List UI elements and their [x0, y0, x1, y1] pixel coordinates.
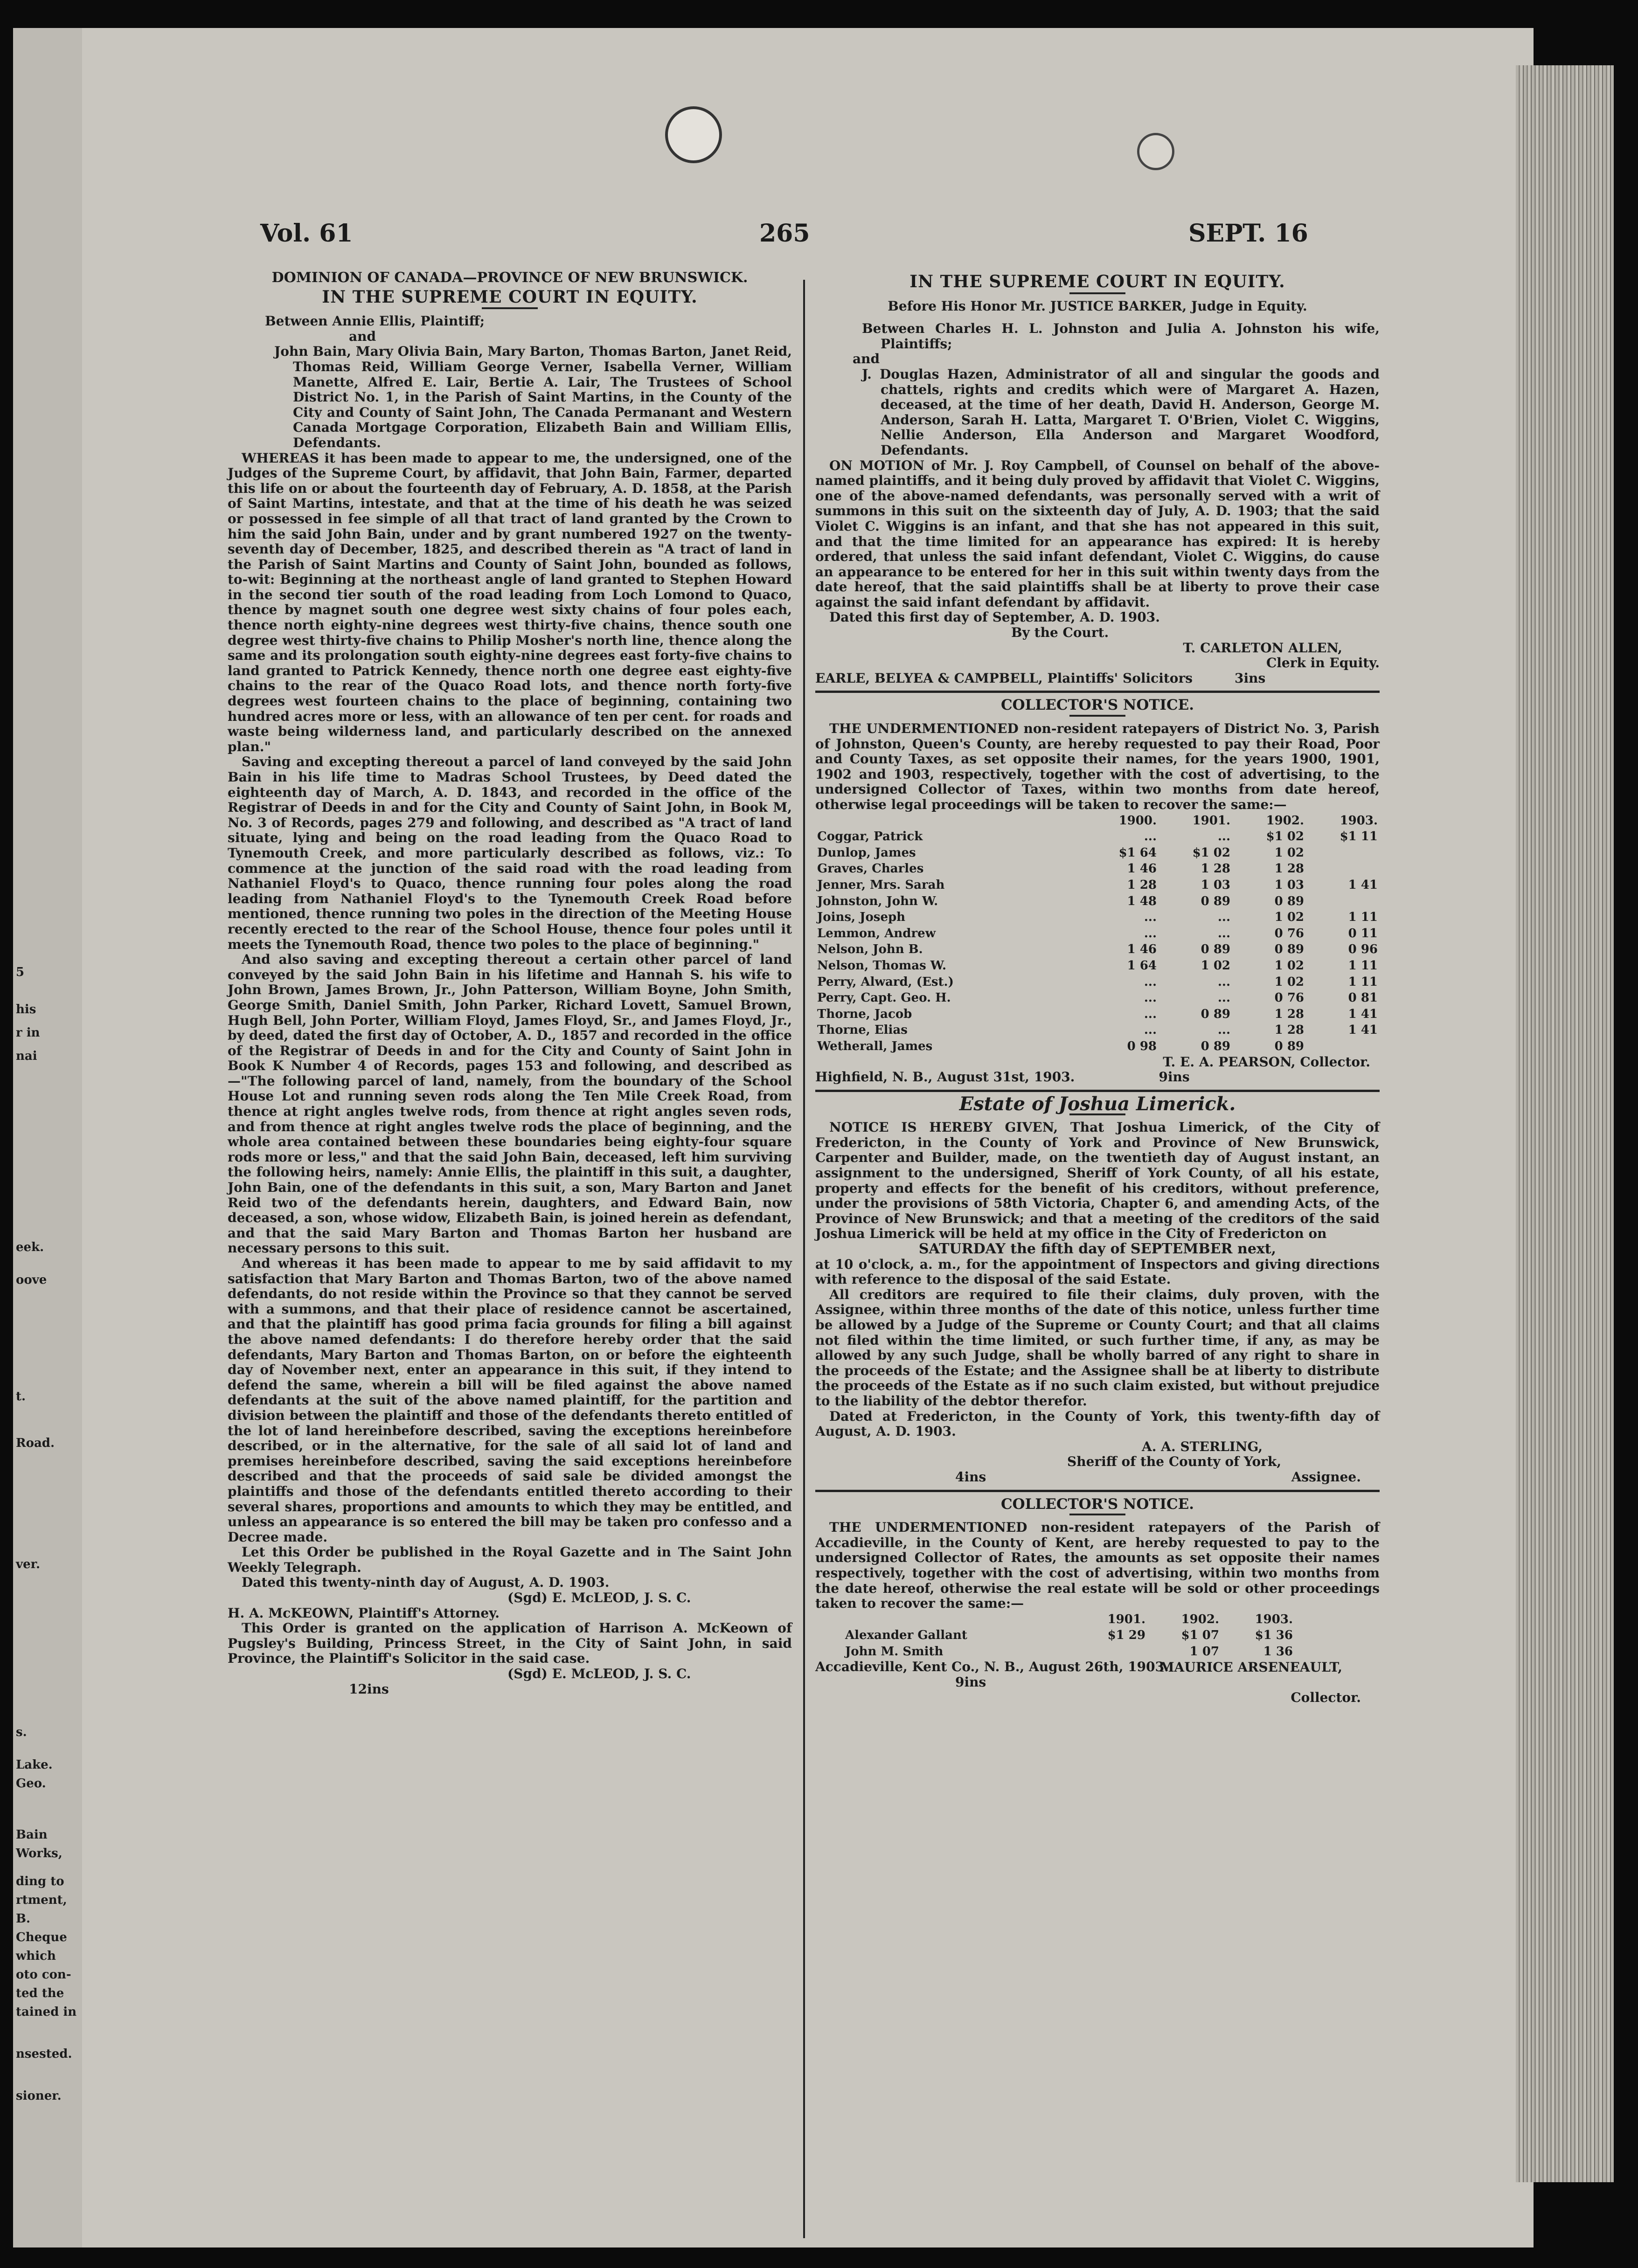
- tax-table-body: [815, 829, 1380, 1054]
- ratepayer-name: Nelson, Thomas W.: [817, 958, 947, 973]
- tax-amount: $1 64: [1118, 845, 1157, 860]
- margin-fragment: which: [16, 1949, 56, 1963]
- table-row: [815, 1022, 1380, 1038]
- table-row: [843, 1644, 1295, 1660]
- margin-fragment: Bain: [16, 1828, 48, 1842]
- paragraph: This Order is granted on the application of Harrison A. McKeown of Pugsley's Building, Princess Street, in the City of Saint John, in said Province, the Plaintiff's Solicitor in the said case.: [228, 1620, 792, 1666]
- tax-amount: 0 89: [1201, 1039, 1230, 1053]
- dated-line: Dated this twenty-ninth day of August, A. D. 1903.: [242, 1575, 610, 1590]
- paragraph: And whereas it has been made to appear to me by said affidavit to my satisfaction that Mary Barton and Thomas Barton, two of the above named defendants, do not reside within the Province so that they cannot be served with a summons, and that their place of residence cannot be ascertained, and that the plaintiff has good prima facia grounds for filing a bill against the above named defendants: I do therefore hereby order that the said defendants, Mary Barton and Thomas Barton, on or before the eighteenth day of November next, enter an appearance in this suit, if they intend to defend the same, wherein a bill will be filed against the above named defendants at the suit of the above named plaintiff, for the partition and division between the plaintiff and those of the defendants thereto entitled of the lot of land hereinbefore described, saving the exceptions hereinbefore described, or in the alternative, for the sale of all said lot of land and premises hereinbefore described, saving the said exceptions hereinbefore described and that the proceeds of said sale be divided amongst the plaintiffs and those of the defendants entitled thereto according to their several shares, proportions and amounts to which they may be entitled, and unless an appearance is so entered the bill may be taken pro confesso and a Decree made.: [228, 1256, 792, 1545]
- rates-table-body: [843, 1627, 1295, 1660]
- margin-fragment: B.: [16, 1912, 31, 1926]
- by-court: By the Court.: [1011, 625, 1109, 641]
- column-divider: [803, 280, 805, 2238]
- table-row: [815, 1038, 1380, 1055]
- defendants: John Bain, Mary Olivia Bain, Mary Barton, Thomas Barton, Janet Reid, Thomas Reid, William George Verner, Isabella Verner, William Manette, Alfred E. Lair, Bertie A. Lair, The Trustees of School District No. 1, in the Parish of Saint Martins, in the County of the City and County of Saint John, The Canada Permanant and Western Canada Mortgage Corporation, Elizabeth Bain and William Ellis, Defendants.: [274, 344, 792, 450]
- volume-label: Vol. 61: [260, 219, 353, 248]
- tax-amount: 0 81: [1348, 991, 1378, 1005]
- table-row: [843, 1627, 1295, 1644]
- tax-amount: ...: [1144, 1007, 1157, 1021]
- margin-fragment: 5: [16, 965, 25, 979]
- collector-signature: T. E. A. PEARSON, Collector.: [1163, 1054, 1370, 1070]
- estate-heading: Estate of Joshua Limerick.: [959, 1093, 1236, 1115]
- jurisdiction: DOMINION OF CANADA—PROVINCE OF NEW BRUNSWICK.: [271, 270, 748, 286]
- tax-amount: [1306, 845, 1380, 861]
- ratepayer-name: Perry, Alward, (Est.): [817, 975, 954, 989]
- tax-amount: 1 28: [1274, 862, 1304, 876]
- ratepayer-name: Johnston, John W.: [817, 894, 938, 908]
- left-column: [228, 270, 792, 1697]
- divider: [815, 1090, 1380, 1092]
- tax-amount: ...: [1144, 1023, 1157, 1037]
- year-header: 1903.: [1255, 1612, 1293, 1626]
- tax-amount: 1 64: [1127, 958, 1157, 973]
- tax-amount: $1 02: [1192, 845, 1230, 860]
- tax-amount: 1 03: [1201, 878, 1230, 892]
- table-row: [815, 990, 1380, 1006]
- and-line: and: [853, 351, 880, 367]
- margin-fragment: Geo.: [16, 1777, 46, 1791]
- tax-amount: 0 89: [1201, 942, 1230, 957]
- year-header: 1901.: [1192, 813, 1230, 828]
- tax-amount: 1 48: [1127, 894, 1157, 908]
- newspaper-page: [13, 28, 1534, 2247]
- margin-fragment: t.: [16, 1390, 26, 1404]
- tax-amount: [1306, 1038, 1380, 1055]
- ratepayer-name: Wetherall, James: [817, 1039, 933, 1053]
- tax-amount: 1 11: [1348, 975, 1378, 989]
- insertion-count: 4ins: [955, 1469, 986, 1485]
- tax-amount: 0 89: [1201, 894, 1230, 908]
- margin-fragment: oto con-: [16, 1968, 71, 1982]
- adjacent-page-margin: [13, 28, 82, 2247]
- paragraph: And also saving and excepting thereout a certain other parcel of land conveyed by the said John Bain in his lifetime and Hannah S. his wife to John Brown, James Brown, Jr., John Patterson, William Boyne, John Smith, George Smith, Daniel Smith, John Parker, Richard Lovett, Samuel Brown, Hugh Bell, John Porter, William Floyd, James Floyd, Sr., and James Floyd, Jr., by deed, dated the first day of October, A. D., 1857 and recorded in the office of the Registrar of Deeds in and for the City and County of Saint John in Book K Number 4 of Records, pages 153 and following, and described as—"The following parcel of land, namely, from the boundary of the School House Lot and running seven rods along the Ten Mile Creek Road, from thence at right angles twelve rods, from thence at right angles seven rods, and from thence at right angles twelve rods the place of beginning, and the whole area contained between these boundaries being eighty-four square rods more or less," and that the said John Bain, deceased, left him surviving the following heirs, namely: Annie Ellis, the plaintiff in this suit, a daughter, John Bain, one of the defendants in this suit, a son, Mary Barton and Janet Reid two of the defendants herein, daughters, and Edward Bain, now deceased, a son, whose widow, Elizabeth Bain, is joined herein as defendant, and that the said Mary Barton and Thomas Barton her husband are necessary persons to this suit.: [228, 952, 792, 1256]
- margin-fragment: rtment,: [16, 1893, 67, 1907]
- tax-amount: 1 41: [1348, 1023, 1378, 1037]
- sheriff-name: A. A. STERLING,: [1142, 1438, 1263, 1454]
- tax-amount: ...: [1217, 830, 1230, 844]
- solicitors: [815, 671, 1380, 686]
- margin-fragment: his: [16, 1003, 36, 1016]
- notice-body: NOTICE IS HEREBY GIVEN, That Joshua Limerick, of the City of Fredericton, in the County of York and Province of New Brunswick, Carpenter and Builder, made, on the twentieth day of August instant, an assignment to the undersigned, Sheriff of York County, of all his estate, property and effects for the benefit of his creditors, without preference, under the provisions of 58th Victoria, Chapter 6, and amending Acts, of the Province of New Brunswick; and that a meeting of the creditors of the said Joshua Limerick will be held at my office in the City of Fredericton on: [815, 1120, 1380, 1242]
- ratepayer-name: Lemmon, Andrew: [817, 926, 936, 940]
- tax-amount: 1 28: [1127, 878, 1157, 892]
- tax-amount: 0 89: [1274, 894, 1304, 908]
- insertion-count: 12ins: [349, 1681, 389, 1697]
- solicitors-name: EARLE, BELYEA & CAMPBELL, Plaintiffs' Solicitors: [815, 670, 1193, 686]
- ratepayer-name: Alexander Gallant: [845, 1628, 967, 1643]
- tax-amount: ...: [1144, 926, 1157, 940]
- tax-amount: 0 89: [1274, 1039, 1304, 1053]
- tax-amount: 1 11: [1348, 958, 1378, 973]
- tax-amount: $1 36: [1255, 1628, 1293, 1643]
- paragraph: WHEREAS it has been made to appear to me, the undersigned, one of the Judges of the Supreme Court, by affidavit, that John Bain, Farmer, departed this life on or about the fourteenth day of February, A. D. 1858, at the Parish of Saint Martins, intestate, and that at the time of his death he was seized or possessed in fee simple of all that tract of land granted by the Crown to him the said John Bain, under and by grant numbered 1927 on the twenty-seventh day of December, 1825, and described therein as "A tract of land in the Parish of Saint Martins and County of Saint John, bounded as follows, to-wit: Beginning at the northeast angle of land granted to Stephen Howard in the second tier south of the road leading from Loch Lomond to Quaco, thence by magnet south one degree west sixty chains of four poles each, thence north eighty-nine degrees west thirty-five chains, thence south one degree west thirty-five chains to Philip Mosher's north line, thence along the same and its prolongation south eighty-nine degrees east forty-five chains to land granted to Patrick Kennedy, thence north one degree east eighty-five chains to the rear of the Quaco Road lots, and thence north forty-five degrees west fourteen chains to the place of beginning, containing two hundred acres more or less, with an allowance of ten per cent. for roads and waste being wilderness land, and particularly described on the annexed plan.": [228, 450, 792, 754]
- tax-amount: $1 11: [1340, 830, 1378, 844]
- insertion-count: 9ins: [955, 1674, 986, 1690]
- margin-fragment: Lake.: [16, 1758, 53, 1772]
- defendants: J. Douglas Hazen, Administrator of all and singular the goods and chattels, rights and credits which were of Margaret A. Hazen, deceased, at the time of her death, David H. Anderson, George M. Anderson, Sarah H. Latta, Margaret T. O'Brien, Violet C. Wiggins, Nellie Anderson, Ella Anderson and Margaret Woodford, Defendants.: [862, 366, 1380, 458]
- tax-amount: $1 07: [1181, 1628, 1219, 1643]
- paragraph: Let this Order be published in the Royal Gazette and in The Saint John Weekly Telegraph.: [228, 1544, 792, 1575]
- tax-amount: 0 96: [1348, 942, 1378, 957]
- tax-amount: $1 29: [1107, 1628, 1145, 1643]
- court-heading: IN THE SUPREME COURT IN EQUITY.: [322, 287, 698, 307]
- ratepayer-name: Thorne, Elias: [817, 1023, 908, 1037]
- sheriff-title: Sheriff of the County of York,: [1067, 1454, 1282, 1470]
- court-heading: IN THE SUPREME COURT IN EQUITY.: [909, 272, 1285, 291]
- margin-fragment: ted the: [16, 1986, 64, 2000]
- tax-amount: ...: [1217, 910, 1230, 925]
- dated-line: Dated this first day of September, A. D. 1903.: [829, 609, 1160, 625]
- tax-amount: 1 03: [1274, 878, 1304, 892]
- tax-amount: ...: [1144, 991, 1157, 1005]
- divider: [482, 307, 538, 309]
- tax-amount: 0 89: [1274, 942, 1304, 957]
- tax-amount: 1 36: [1263, 1644, 1293, 1659]
- tax-table: [815, 813, 1380, 1055]
- assignee-line: [815, 1470, 1380, 1485]
- table-row: [815, 926, 1380, 942]
- tax-amount: ...: [1217, 926, 1230, 940]
- notice-body: THE UNDERMENTIONED non-resident ratepayers of the Parish of Accadieville, in the County of Kent, are hereby requested to pay to the undersigned Collector of Rates, the amounts as set opposite their names respectively, together with the cost of advertising, within two months from the date hereof, otherwise the real estate will be sold or other proceedings taken to recover the same:—: [815, 1520, 1380, 1611]
- margin-fragment: nsested.: [16, 2047, 72, 2061]
- divider: [1069, 1514, 1125, 1515]
- tax-amount: 1 02: [1274, 958, 1304, 973]
- tax-amount: $1 02: [1266, 830, 1304, 844]
- margin-fragment: Works,: [16, 1846, 62, 1860]
- ratepayer-name: Joins, Joseph: [817, 910, 906, 925]
- year-header: 1902.: [1266, 813, 1304, 828]
- meeting-date: SATURDAY the fifth day of SEPTEMBER next,: [918, 1241, 1277, 1258]
- tax-amount: ...: [1217, 1023, 1230, 1037]
- tax-amount: 1 41: [1348, 878, 1378, 892]
- year-header: 1901.: [1107, 1612, 1145, 1626]
- margin-fragment: eek.: [16, 1240, 44, 1254]
- table-row: [815, 958, 1380, 974]
- year-header: 1900.: [1118, 813, 1157, 828]
- place-date-text: Highfield, N. B., August 31st, 1903.: [815, 1069, 1075, 1085]
- tax-amount: 1 11: [1348, 910, 1378, 925]
- tax-amount: ...: [1144, 910, 1157, 925]
- punch-hole: [665, 106, 722, 163]
- ratepayer-name: Perry, Capt. Geo. H.: [817, 991, 951, 1005]
- paragraph: Saving and excepting thereout a parcel of land conveyed by the said John Bain in his life time to Madras School Trustees, by Deed dated the eighteenth day of March, A. D. 1843, and recorded in the office of the Registrar of Deeds in and for the City and County of Saint John, in Book M, No. 3 of Records, pages 279 and following, and described as "A tract of land situate, lying and being on the road leading from the Quaco Road to Tynemouth Creek, and more particularly described as follows, viz.: To commence at the junction of the said road with the road leading from Nathaniel Floyd's to Quaco, thence running four poles along the road leading from Nathaniel Floyd's to the Tynemouth Creek Road before mentioned, thence running two poles in the direction of the Meeting House recently erected to the rear of the School House, thence four poles until it meets the Tynemouth Road, thence two poles to the place of beginning.": [228, 754, 792, 952]
- right-column: [815, 270, 1380, 1705]
- margin-fragment: ver.: [16, 1557, 41, 1571]
- year-header: 1903.: [1340, 813, 1378, 828]
- margin-fragment: Road.: [16, 1436, 55, 1450]
- clerk-name: T. CARLETON ALLEN,: [1183, 640, 1342, 656]
- and-line: and: [349, 328, 376, 344]
- tax-amount: 0 76: [1274, 926, 1304, 940]
- table-row: [815, 1006, 1380, 1023]
- table-row: [815, 909, 1380, 926]
- notice-heading: COLLECTOR'S NOTICE.: [1000, 1495, 1194, 1513]
- tax-amount: 1 07: [1189, 1644, 1219, 1659]
- margin-fragment: r in: [16, 1026, 40, 1040]
- insertion-count: 3ins: [1234, 670, 1266, 686]
- tax-amount: 1 28: [1201, 862, 1230, 876]
- margin-fragment: Cheque: [16, 1930, 67, 1944]
- notice-body: THE UNDERMENTIONED non-resident ratepayers of District No. 3, Parish of Johnston, Queen's County, are hereby requested to pay their Road, Poor and County Taxes, as set opposite their names, for the years 1900, 1901, 1902 and 1903, respectively, together with the cost of advertising, to the undersigned Collector of Taxes, within two months from date hereof, otherwise legal proceedings will be taken to recover the same:—: [815, 721, 1380, 812]
- table-row: [815, 845, 1380, 861]
- year-header: 1902.: [1181, 1612, 1219, 1626]
- table-row: [815, 974, 1380, 990]
- tax-amount: 1 46: [1127, 942, 1157, 957]
- divider: [815, 1490, 1380, 1492]
- tax-amount: 0 11: [1348, 926, 1378, 940]
- margin-fragment: tained in: [16, 2005, 77, 2019]
- notice-body: All creditors are required to file their claims, duly proven, with the Assignee, within three months of the date of this notice, unless further time be allowed by a Judge of the Supreme or County Court; and that all claims not filed within the time limited, or such further time, if any, as may be allowed by any such Judge, shall be wholly barred of any right to share in the proceeds of the Estate; and the Assignee shall be at liberty to distribute the proceeds of the Estate as if no such claim existed, but without prejudice to the liability of the debtor therefor.: [815, 1286, 1380, 1409]
- divider: [815, 691, 1380, 693]
- tax-amount: 1 28: [1274, 1007, 1304, 1021]
- clerk-title: Clerk in Equity.: [1266, 655, 1380, 671]
- divider: [1069, 715, 1125, 717]
- tax-amount: ...: [1217, 991, 1230, 1005]
- table-row: [815, 861, 1380, 877]
- notice-heading: COLLECTOR'S NOTICE.: [1000, 697, 1194, 714]
- signature: (Sgd) E. McLEOD, J. S. C.: [507, 1590, 691, 1606]
- tax-amount: 1 02: [1274, 910, 1304, 925]
- tax-amount: [1306, 861, 1380, 877]
- tax-amount: ...: [1144, 830, 1157, 844]
- punch-hole: [1137, 133, 1174, 170]
- ratepayer-name: Jenner, Mrs. Sarah: [817, 878, 945, 892]
- tax-amount: [1074, 1644, 1147, 1660]
- margin-fragment: ding to: [16, 1874, 64, 1888]
- table-header-row: [843, 1611, 1295, 1628]
- tax-amount: 1 28: [1274, 1023, 1304, 1037]
- signature: (Sgd) E. McLEOD, J. S. C.: [507, 1666, 691, 1682]
- collector-title: Collector.: [1291, 1689, 1361, 1705]
- margin-fragment: sioner.: [16, 2089, 62, 2103]
- place-date: Accadieville, Kent Co., N. B., August 26th, 1903.: [815, 1659, 1169, 1675]
- ratepayer-name: Graves, Charles: [817, 862, 924, 876]
- paragraph: ON MOTION of Mr. J. Roy Campbell, of Counsel on behalf of the above-named plaintiffs, and it being duly proved by affidavit that Violet C. Wiggins, one of the above-named defendants, was personally served with a writ of summons in this suit on the sixteenth day of July, A. D. 1903; that the said Violet C. Wiggins is an infant, and that she has not appeared in this suit, and that the time limited for an appearance has expired: It is hereby ordered, that unless the said infant defendant, Violet C. Wiggins, do cause an appearance to be entered for her in this suit within twenty days from the date hereof, that the said plaintiffs shall be at liberty to prove their case against the said infant defendant by affidavit.: [815, 457, 1380, 610]
- collector-name: MAURICE ARSENEAULT,: [1159, 1660, 1342, 1675]
- judge-line: Before His Honor Mr. JUSTICE BARKER, Judge in Equity.: [888, 298, 1307, 314]
- tax-amount: 1 02: [1274, 845, 1304, 860]
- ratepayer-name: Thorne, Jacob: [817, 1007, 912, 1021]
- tax-amount: 0 76: [1274, 991, 1304, 1005]
- ratepayer-name: Coggar, Patrick: [817, 830, 923, 844]
- page-number: 265: [759, 219, 810, 248]
- table-row: [815, 893, 1380, 910]
- table-row: [815, 829, 1380, 845]
- plaintiff-line: Between Charles H. L. Johnston and Julia A. Johnston his wife, Plaintiffs;: [862, 321, 1380, 352]
- notice-body: at 10 o'clock, a. m., for the appointment of Inspectors and giving directions with reference to the disposal of the said Estate.: [815, 1256, 1380, 1287]
- tax-amount: 1 41: [1348, 1007, 1378, 1021]
- tax-amount: ...: [1217, 975, 1230, 989]
- tax-amount: 0 98: [1127, 1039, 1157, 1053]
- tax-amount: ...: [1144, 975, 1157, 989]
- tax-amount: 1 02: [1274, 975, 1304, 989]
- margin-fragment: nai: [16, 1049, 37, 1063]
- dated-line: Dated at Fredericton, in the County of York, this twenty-fifth day of August, A. D. 1903.: [815, 1408, 1380, 1439]
- tax-amount: [1306, 893, 1380, 910]
- table-header-row: [815, 813, 1380, 829]
- ratepayer-name: John M. Smith: [845, 1644, 944, 1659]
- page-stack-edge: [1516, 65, 1614, 2182]
- margin-fragment: oove: [16, 1273, 47, 1287]
- tax-amount: 1 46: [1127, 862, 1157, 876]
- attorney: H. A. McKEOWN, Plaintiff's Attorney.: [228, 1605, 500, 1621]
- divider: [1069, 292, 1125, 294]
- issue-date: SEPT. 16: [1188, 219, 1308, 248]
- tax-amount: 1 02: [1201, 958, 1230, 973]
- ratepayer-name: Dunlop, James: [817, 845, 916, 860]
- assignee-label: Assignee.: [1291, 1469, 1361, 1485]
- tax-amount: 0 89: [1201, 1007, 1230, 1021]
- table-row: [815, 941, 1380, 958]
- rates-table: [843, 1611, 1295, 1660]
- ratepayer-name: Nelson, John B.: [817, 942, 923, 957]
- margin-fragment: s.: [16, 1725, 27, 1739]
- place-date: [815, 1070, 1380, 1085]
- plaintiff-line: Between Annie Ellis, Plaintiff;: [265, 313, 485, 329]
- table-row: [815, 877, 1380, 893]
- insertion-count: 9ins: [1159, 1069, 1190, 1085]
